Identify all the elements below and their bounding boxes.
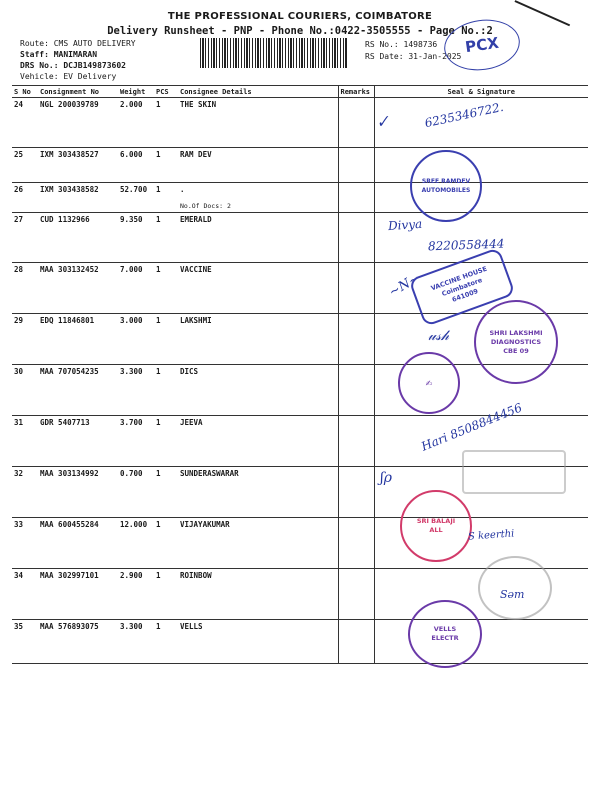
seal-sri-balaji: SRI BALAJI ALL [400, 490, 472, 562]
vehicle: Vehicle: EV Delivery [20, 72, 117, 81]
cell-consignee: VACCINE [178, 263, 338, 314]
cell-pcs: 1 [154, 314, 178, 365]
cell-weight: 2.000 [118, 98, 154, 148]
route: Route: CMS AUTO DELIVERY [20, 39, 136, 48]
table-header [12, 86, 588, 98]
handwritten-name: S keerthi [467, 528, 515, 543]
cell-consignee: THE SKIN [178, 98, 338, 148]
cell-weight: 6.000 [118, 148, 154, 183]
cell-pcs: 1 [154, 263, 178, 314]
cell-consignee: SUNDERASWARAR [178, 467, 338, 518]
cell-remarks [338, 467, 374, 518]
handwritten-signature: 𝓊𝓈𝒽 [428, 328, 450, 344]
cell-consignee: VELLS [178, 620, 338, 664]
seal-lakshmi-diagnostics: SHRI LAKSHMI DIAGNOSTICS CBE 09 [474, 300, 558, 384]
handwritten-signature: ʃρ [380, 470, 393, 486]
col-consignment: Consignment No [38, 86, 118, 98]
cell-weight: 9.350 [118, 213, 154, 263]
cell-sno: 24 [12, 98, 38, 148]
cell-pcs: 1 [154, 98, 178, 148]
seal-vaccine-house: VACCINE HOUSE Coimbatore 641009 [408, 247, 515, 327]
cell-pcs: 1 [154, 148, 178, 183]
cell-consignment: MAA 576893075 [38, 620, 118, 664]
cell-consignment: EDQ 11846801 [38, 314, 118, 365]
handwritten-phone: 8220558444 [427, 236, 505, 254]
rs-number: RS No.: 1498736 [365, 40, 438, 49]
docs-count: No.Of Docs: 2 [180, 202, 231, 210]
cell-consignment: GDR 5407713 [38, 416, 118, 467]
cell-remarks [338, 620, 374, 664]
col-signature: Seal & Signature [374, 86, 588, 98]
cell-consignment: MAA 302997101 [38, 569, 118, 620]
table-row [12, 148, 588, 183]
cell-consignment: MAA 303134992 [38, 467, 118, 518]
cell-consignee: VIJAYAKUMAR [178, 518, 338, 569]
cell-consignment: IXM 303438527 [38, 148, 118, 183]
table-row [12, 620, 588, 664]
col-sno: S No [12, 86, 38, 98]
cell-sno: 34 [12, 569, 38, 620]
col-pcs: PCS [154, 86, 178, 98]
cell-consignment: MAA 707054235 [38, 365, 118, 416]
handwritten-signature: ~N~ [386, 270, 423, 301]
cell-sno: 32 [12, 467, 38, 518]
cell-sno: 31 [12, 416, 38, 467]
cell-consignment: NGL 200039789 [38, 98, 118, 148]
cell-weight: 7.000 [118, 263, 154, 314]
seal-ramdev: SREE RAMDEV AUTOMOBILES [410, 150, 482, 222]
cell-remarks [338, 518, 374, 569]
cell-consignment: CUD 1132966 [38, 213, 118, 263]
cell-weight: 0.700 [118, 467, 154, 518]
cell-remarks [338, 98, 374, 148]
cell-remarks [338, 148, 374, 183]
runsheet-title: Delivery Runsheet - PNP - Phone No.:0422-3505555 - Page No.:2 [107, 25, 493, 37]
cell-consignment: MAA 600455284 [38, 518, 118, 569]
cell-sno: 30 [12, 365, 38, 416]
cell-pcs: 1 [154, 569, 178, 620]
cell-sno: 25 [12, 148, 38, 183]
cell-pcs: 1 [154, 467, 178, 518]
seal-dics: ✍ [398, 352, 460, 414]
cell-remarks [338, 365, 374, 416]
barcode [200, 38, 348, 68]
cell-weight: 52.700 [118, 183, 154, 213]
cell-remarks [338, 183, 374, 213]
cell-sno: 35 [12, 620, 38, 664]
cell-remarks [338, 263, 374, 314]
cell-remarks [338, 213, 374, 263]
cell-weight: 3.000 [118, 314, 154, 365]
pcx-stamp: PCX [441, 15, 523, 75]
cell-sno: 27 [12, 213, 38, 263]
handwritten-signature: ✓ [374, 110, 391, 133]
company-title: THE PROFESSIONAL COURIERS, COIMBATORE [167, 11, 433, 22]
cell-remarks [338, 569, 374, 620]
faded-stamp [462, 450, 566, 494]
cell-pcs: 1 [154, 183, 178, 213]
cell-weight: 3.300 [118, 365, 154, 416]
cell-consignment: MAA 303132452 [38, 263, 118, 314]
handwritten-name-phone: Hari 8508844456 [419, 400, 525, 454]
cell-consignment: IXM 303438582 [38, 183, 118, 213]
handwritten-name: Divya [387, 216, 423, 234]
cell-consignee: JEEVA [178, 416, 338, 467]
cell-consignee: . No.Of Docs: 2 [178, 183, 338, 213]
cell-remarks [338, 416, 374, 467]
cell-sno: 28 [12, 263, 38, 314]
cell-sno: 29 [12, 314, 38, 365]
cell-weight: 12.000 [118, 518, 154, 569]
cell-consignee: RAM DEV [178, 148, 338, 183]
cell-weight: 3.300 [118, 620, 154, 664]
table-row [12, 183, 588, 213]
drs-number: DRS No.: DCJB149873602 [20, 61, 126, 70]
col-remarks: Remarks [338, 86, 374, 98]
cell-pcs: 1 [154, 416, 178, 467]
cell-pcs: 1 [154, 365, 178, 416]
cell-consignee: DICS [178, 365, 338, 416]
col-consignee: Consignee Details [178, 86, 338, 98]
cell-remarks [338, 314, 374, 365]
cell-pcs: 1 [154, 620, 178, 664]
handwritten-signature: Sǝm [500, 588, 525, 601]
cell-consignee: LAKSHMI [178, 314, 338, 365]
cell-consignee: ROINBOW [178, 569, 338, 620]
seal-vells: VELLS ELECTR [408, 600, 482, 668]
cell-weight: 2.900 [118, 569, 154, 620]
cell-weight: 3.700 [118, 416, 154, 467]
staff: Staff: MANIMARAN [20, 50, 98, 59]
cell-pcs: 1 [154, 213, 178, 263]
rs-date: RS Date: 31-Jan-2025 [365, 52, 462, 61]
cell-sno: 26 [12, 183, 38, 213]
handwritten-phone: 6235346722. [423, 99, 505, 131]
cell-pcs: 1 [154, 518, 178, 569]
cell-sno: 33 [12, 518, 38, 569]
cell-consignee: EMERALD [178, 213, 338, 263]
col-weight: Weight [118, 86, 154, 98]
